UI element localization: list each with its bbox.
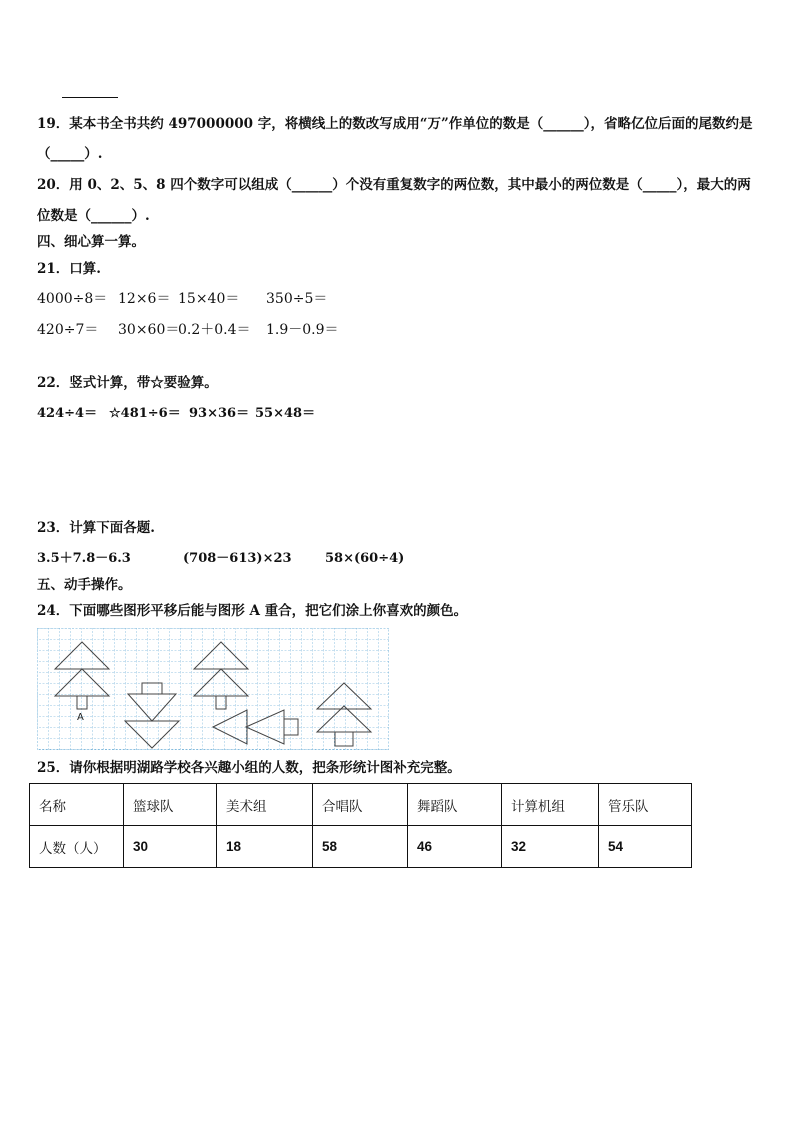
oral-calc-item: 420÷7＝ [37,322,99,338]
section-4-heading: 四、细心算一算。 [37,234,145,250]
question-25-title: 25．请你根据明湖路学校各兴趣小组的人数，把条形统计图补充完整。 [37,760,461,776]
interest-group-table [29,783,692,868]
table-header-cell: 篮球队 [124,784,217,826]
table-header-row [30,784,692,826]
table-header-cell: 管乐队 [599,784,692,826]
table-header-cell: 舞蹈队 [408,784,502,826]
table-cell: 54 [599,826,692,868]
question-20-line-1: 20．用 0、2、5、8 四个数字可以组成（______）个没有重复数字的两位数，其中最小的两位数是（_____），最大的两 [37,177,751,193]
translation-grid-figure [37,628,389,754]
table-header-cell: 美术组 [217,784,313,826]
table-cell: 58 [313,826,408,868]
question-24-title: 24．下面哪些图形平移后能与图形 A 重合，把它们涂上你喜欢的颜色。 [37,603,468,619]
question-20-line-2: 位数是（______）. [37,208,150,224]
oral-calc-item: 4000÷8＝ [37,291,108,307]
table-header-cell: 合唱队 [313,784,408,826]
question-22-title: 22．竖式计算，带☆要验算。 [37,375,218,391]
vertical-calc-item: ☆481÷6＝ [109,406,181,421]
oral-calc-item: 1.9－0.9＝ [266,322,339,338]
vertical-calc-item: 93×36＝ [189,406,250,421]
question-21-row-2 [37,321,339,339]
vertical-calc-item: 55×48＝ [255,406,316,421]
oral-calc-item: 15×40＝ [178,291,240,307]
table-header-cell: 计算机组 [502,784,599,826]
oral-calc-item: 12×6＝ [118,291,171,307]
table-header-cell: 名称 [30,784,124,826]
grid-drawing [37,628,389,750]
question-21-row-1 [37,290,327,308]
question-23-title: 23．计算下面各题. [37,520,155,536]
figure-label-a: A [77,712,84,723]
question-19-line-1: 19．某本书全书共约 497000000 字，将横线上的数改写成用“万”作单位的数是（______），省略亿位后面的尾数约是 [37,116,753,132]
answer-blank-line [62,97,118,98]
table-row-label: 人数（人） [30,826,124,868]
calc-item: (708－613)×23 [183,551,292,566]
table-cell: 18 [217,826,313,868]
section-5-heading: 五、动手操作。 [37,577,132,593]
table-cell: 46 [408,826,502,868]
calc-item: 3.5＋7.8－6.3 [37,551,131,566]
table-cell: 32 [502,826,599,868]
table-cell: 30 [124,826,217,868]
question-19-line-2: （_____）. [37,146,103,162]
table-row [30,826,692,868]
question-21-title: 21．口算. [37,261,101,277]
oral-calc-item: 0.2＋0.4＝ [178,322,251,338]
question-23-items [37,550,404,568]
oral-calc-item: 350÷5＝ [266,291,328,307]
question-22-items [37,405,315,423]
vertical-calc-item: 424÷4＝ [37,406,98,421]
oral-calc-item: 30×60＝ [118,322,180,338]
calc-item: 58×(60÷4) [325,551,405,566]
